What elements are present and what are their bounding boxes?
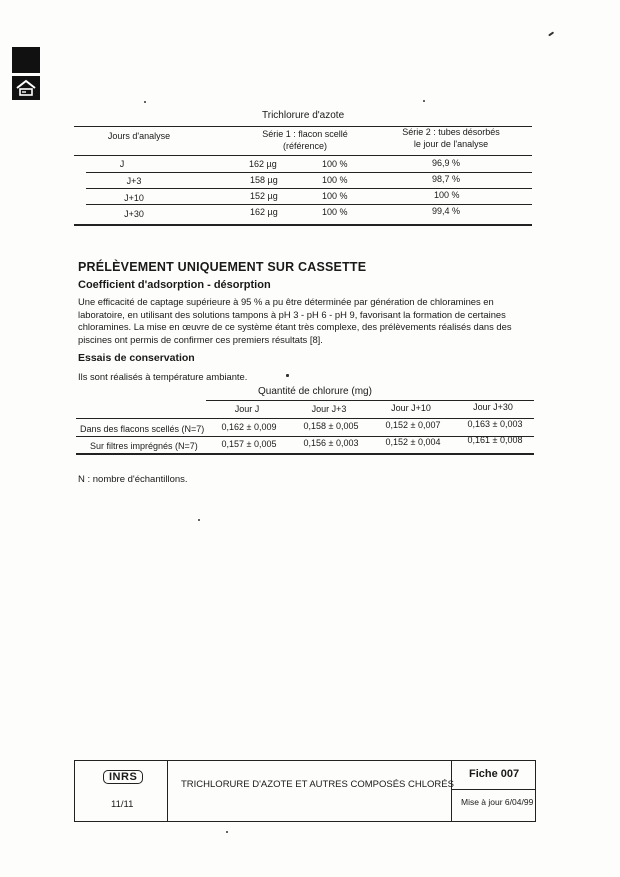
- table1-row-serie2: 100 %: [434, 190, 460, 200]
- table1-row-serie1-value: 162 µg: [249, 159, 277, 169]
- table1-header-serie2-sub: le jour de l'analyse: [413, 139, 489, 149]
- paragraph: [78, 296, 518, 346]
- table1-row-day: J: [119, 159, 125, 169]
- table2-cell: 0,157 ± 0,005: [221, 439, 277, 449]
- scan-speck: [423, 100, 425, 102]
- footer-divider: [451, 761, 452, 821]
- table2-cell: 0,162 ± 0,009: [221, 422, 277, 432]
- inrs-logo: INRS: [103, 770, 143, 784]
- subsection-heading: Coefficient d'adsorption - désorption: [78, 279, 271, 291]
- scan-mark: [548, 31, 554, 36]
- table1-title: Trichlorure d'azote: [262, 110, 345, 121]
- scan-speck: [198, 519, 200, 521]
- table2-cell: 0,158 ± 0,005: [303, 421, 359, 431]
- table2-header: Jour J+10: [391, 403, 431, 413]
- subsection-heading: Essais de conservation: [78, 352, 195, 364]
- footnote: N : nombre d'échantillons.: [78, 474, 188, 485]
- table1-row-rule: [86, 204, 532, 205]
- table2-cell: 0,163 ± 0,003: [467, 419, 523, 429]
- footer-divider: [451, 789, 535, 790]
- paragraph: Ils sont réalisés à température ambiante.: [78, 371, 248, 382]
- table1-row-rule: [86, 172, 532, 173]
- table2-cell: 0,161 ± 0,008: [467, 435, 523, 445]
- section-heading: PRÉLÈVEMENT UNIQUEMENT SUR CASSETTE: [78, 260, 367, 274]
- paragraph-line: chloramines. La mise en œuvre de ce système étant très complexe, des prélèvements réalisés dans des: [78, 321, 512, 332]
- table2-row-label: Sur filtres imprégnés (N=7): [90, 441, 198, 451]
- paragraph-line: piscines ont permis de confirmer ces premiers résultats [8].: [78, 333, 323, 345]
- table2-header: Jour J: [234, 404, 260, 414]
- table1-row-day: J+10: [124, 193, 144, 203]
- table1-row-day: J+30: [124, 209, 144, 219]
- table2-cell: 0,152 ± 0,007: [385, 420, 441, 430]
- fiche-number: Fiche 007: [469, 768, 520, 780]
- update-date: Mise à jour 6/04/99: [461, 797, 534, 807]
- paragraph-line: laboratoire, en utilisant des solutions tampons à pH 3 - pH 6 - pH 9, favorisant la formation de certaines: [78, 308, 506, 320]
- scan-speck: [226, 831, 228, 833]
- table2-caption: Quantité de chlorure (mg): [258, 386, 372, 397]
- table2-row-label: Dans des flacons scellés (N=7): [80, 424, 205, 434]
- table1-row-rule: [86, 188, 532, 189]
- table2-cell: 0,156 ± 0,003: [303, 438, 359, 448]
- document-title: TRICHLORURE D'AZOTE ET AUTRES COMPOSÉS CHLORÉS: [181, 779, 454, 790]
- scan-speck: [144, 101, 146, 103]
- table2-top-rule: [206, 400, 534, 401]
- table2-header: Jour J+3: [311, 404, 347, 414]
- table1-row-day: J+3: [126, 176, 142, 186]
- table2-header: Jour J+30: [473, 402, 513, 412]
- table1-row-serie1-value: 152 µg: [250, 191, 278, 201]
- table1-header-serie1-sub: (référence): [282, 141, 327, 151]
- table1-row-serie1-pct: 100 %: [322, 207, 348, 217]
- table1-header-days: Jours d'analyse: [107, 131, 171, 141]
- scan-speck: [286, 374, 289, 377]
- table1-header-serie1: Série 1 : flacon scellé: [262, 129, 348, 139]
- table1-row-serie1-pct: 100 %: [322, 159, 348, 169]
- table1-row-serie2: 99,4 %: [432, 206, 461, 216]
- table2-bottom-rule: [76, 453, 534, 455]
- table1-row-serie1-value: 162 µg: [250, 207, 278, 217]
- table1-header-rule: [74, 155, 532, 156]
- paragraph-line: Une efficacité de captage supérieure à 95 % a pu être déterminée par génération de chloramines en: [78, 296, 494, 307]
- page-number: 11/11: [111, 799, 134, 810]
- inrs-logo-icon: [12, 76, 40, 100]
- table1-row-serie1-pct: 100 %: [322, 175, 348, 185]
- footer-divider: [167, 761, 168, 821]
- table1-header-serie2: Série 2 : tubes désorbés: [402, 127, 500, 137]
- logo-block: [12, 47, 40, 73]
- table1-row-serie1-pct: 100 %: [322, 191, 348, 201]
- table1-row-serie1-value: 158 µg: [250, 175, 278, 185]
- table1-row-serie2: 96,9 %: [432, 158, 461, 168]
- table1-bottom-rule: [74, 224, 532, 226]
- footer-box: [74, 760, 536, 822]
- table2-cell: 0,152 ± 0,004: [385, 437, 441, 447]
- table1-row-serie2: 98,7 %: [432, 174, 461, 184]
